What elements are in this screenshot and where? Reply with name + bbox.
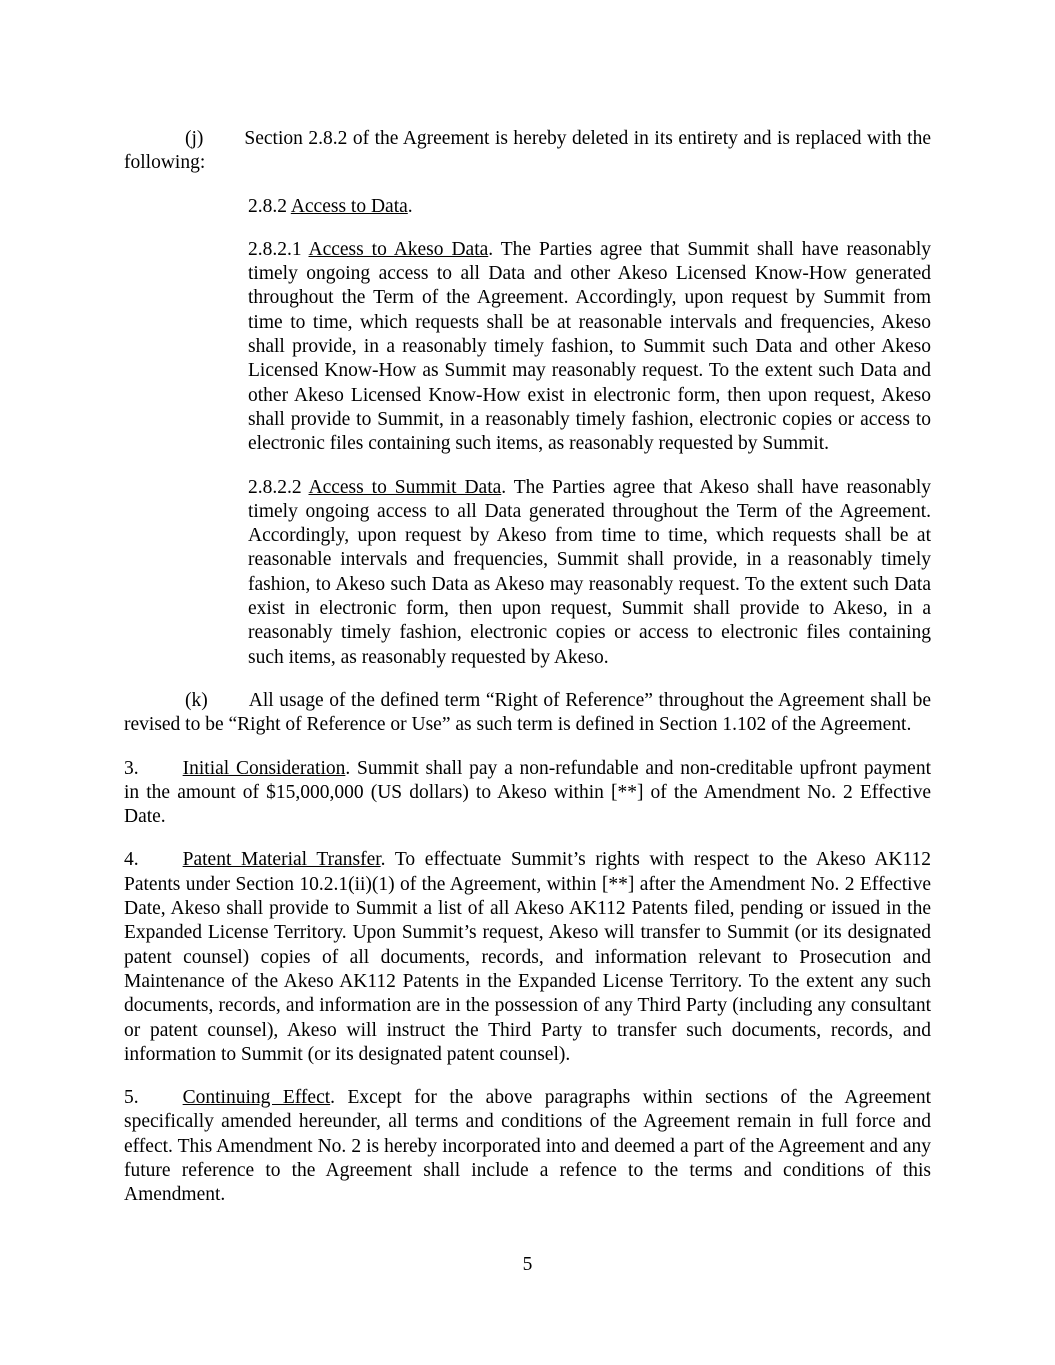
- section-4-paragraph: [124, 848, 931, 1067]
- section-5-number: 5.: [124, 1087, 139, 1109]
- section-2822-title: Access to Summit Data: [308, 476, 502, 498]
- section-2821-title: Access to Akeso Data: [308, 238, 489, 260]
- section-3-paragraph: [124, 757, 931, 830]
- page-body: [124, 127, 931, 1227]
- section-3-title: Initial Consideration: [182, 757, 346, 779]
- section-2822-number: 2.8.2.2: [248, 476, 302, 498]
- paragraph-j-label: (j): [185, 128, 204, 149]
- section-282-after: .: [407, 195, 413, 217]
- section-4-title: Patent Material Transfer: [182, 849, 381, 871]
- section-4-text: . To effectuate Summit’s rights with respect to the Akeso AK112 Patents under Section 10.2.1(ii)(1) of the Agreement, within [**] after the Amendment No. 2 Effective Date, Akeso shall provide to Summit a list of all Akeso AK112 Patents filed, pending or issued in the Expanded License Territory. Upon Summit’s request, Akeso will transfer to Summit (or its designated patent counsel) copies of all documents, records, and information relevant to Prosecution and Maintenance of the Akeso AK112 Patents in the Expanded License Territory. To the extent any such documents, records, and information are in the possession of any Third Party (including any consultant or patent counsel), Akeso will instruct the Third Party to transfer such documents, records, and information to Summit (or its designated patent counsel).: [124, 849, 932, 1065]
- section-2821-number: 2.8.2.1: [248, 238, 302, 260]
- section-2822-text: . The Parties agree that Akeso shall have reasonably timely ongoing access to all Data generated throughout the Term of the Agreement. Accordingly, upon request by Akeso from time to time, which requests shall be at reasonable intervals and frequencies, Summit shall provide, in a reasonably timely fashion, to Akeso such Data as Akeso may reasonably request. To the extent such Data exist in electronic form, then upon request, Summit shall provide to Akeso, in a reasonably timely fashion, electronic copies or access to electronic files containing such items, as reasonably requested by Akeso.: [248, 476, 931, 668]
- section-282-number: 2.8.2: [248, 195, 287, 217]
- section-282-heading: [248, 195, 931, 219]
- paragraph-j: [124, 127, 931, 176]
- page-number: 5: [522, 1253, 533, 1275]
- section-2821-text: . The Parties agree that Summit shall have reasonably timely ongoing access to all Data and other Akeso Licensed Know-How generated throughout the Term of the Agreement. Accordingly, upon request by Summit from time to time, which requests shall be at reasonable intervals and frequencies, Akeso shall provide, in a reasonably timely fashion, to Summit such Data and other Akeso Licensed Know-How as Summit may reasonably request. To the extent such Data and other Akeso Licensed Know-How exist in electronic form, then upon request, Akeso shall provide to Summit, in a reasonably timely fashion, electronic copies or access to electronic files containing such items, as reasonably requested by Summit.: [248, 238, 931, 455]
- section-282-title: Access to Data: [290, 195, 408, 217]
- section-2822-paragraph: [248, 476, 931, 670]
- paragraph-k: [124, 689, 931, 738]
- paragraph-k-text: All usage of the defined term “Right of Reference” throughout the Agreement shall be revised to be “Right of Reference or Use” as such term is defined in Section 1.102 of the Agreement.: [124, 689, 931, 736]
- section-2821-paragraph: [248, 238, 931, 457]
- section-5-title: Continuing Effect: [182, 1087, 331, 1109]
- section-3-number: 3.: [124, 757, 139, 779]
- paragraph-j-text: Section 2.8.2 of the Agreement is hereby deleted in its entirety and is replaced with the following:: [124, 128, 931, 174]
- section-4-number: 4.: [124, 849, 139, 871]
- paragraph-k-label: (k): [185, 689, 208, 711]
- section-3-text: . Summit shall pay a non-refundable and non-creditable upfront payment in the amount of $15,000,000 (US dollars) to Akeso within [**] of the Amendment No. 2 Effective Date.: [124, 757, 931, 828]
- section-5-paragraph: [124, 1086, 931, 1207]
- section-5-text: . Except for the above paragraphs within sections of the Agreement specifically amended hereunder, all terms and conditions of the Agreement remain in full force and effect. This Amendment No. 2 is hereby incorporated into and deemed a part of the Agreement and any future reference to the Agreement shall include a refence to the terms and conditions of this Amendment.: [124, 1087, 931, 1206]
